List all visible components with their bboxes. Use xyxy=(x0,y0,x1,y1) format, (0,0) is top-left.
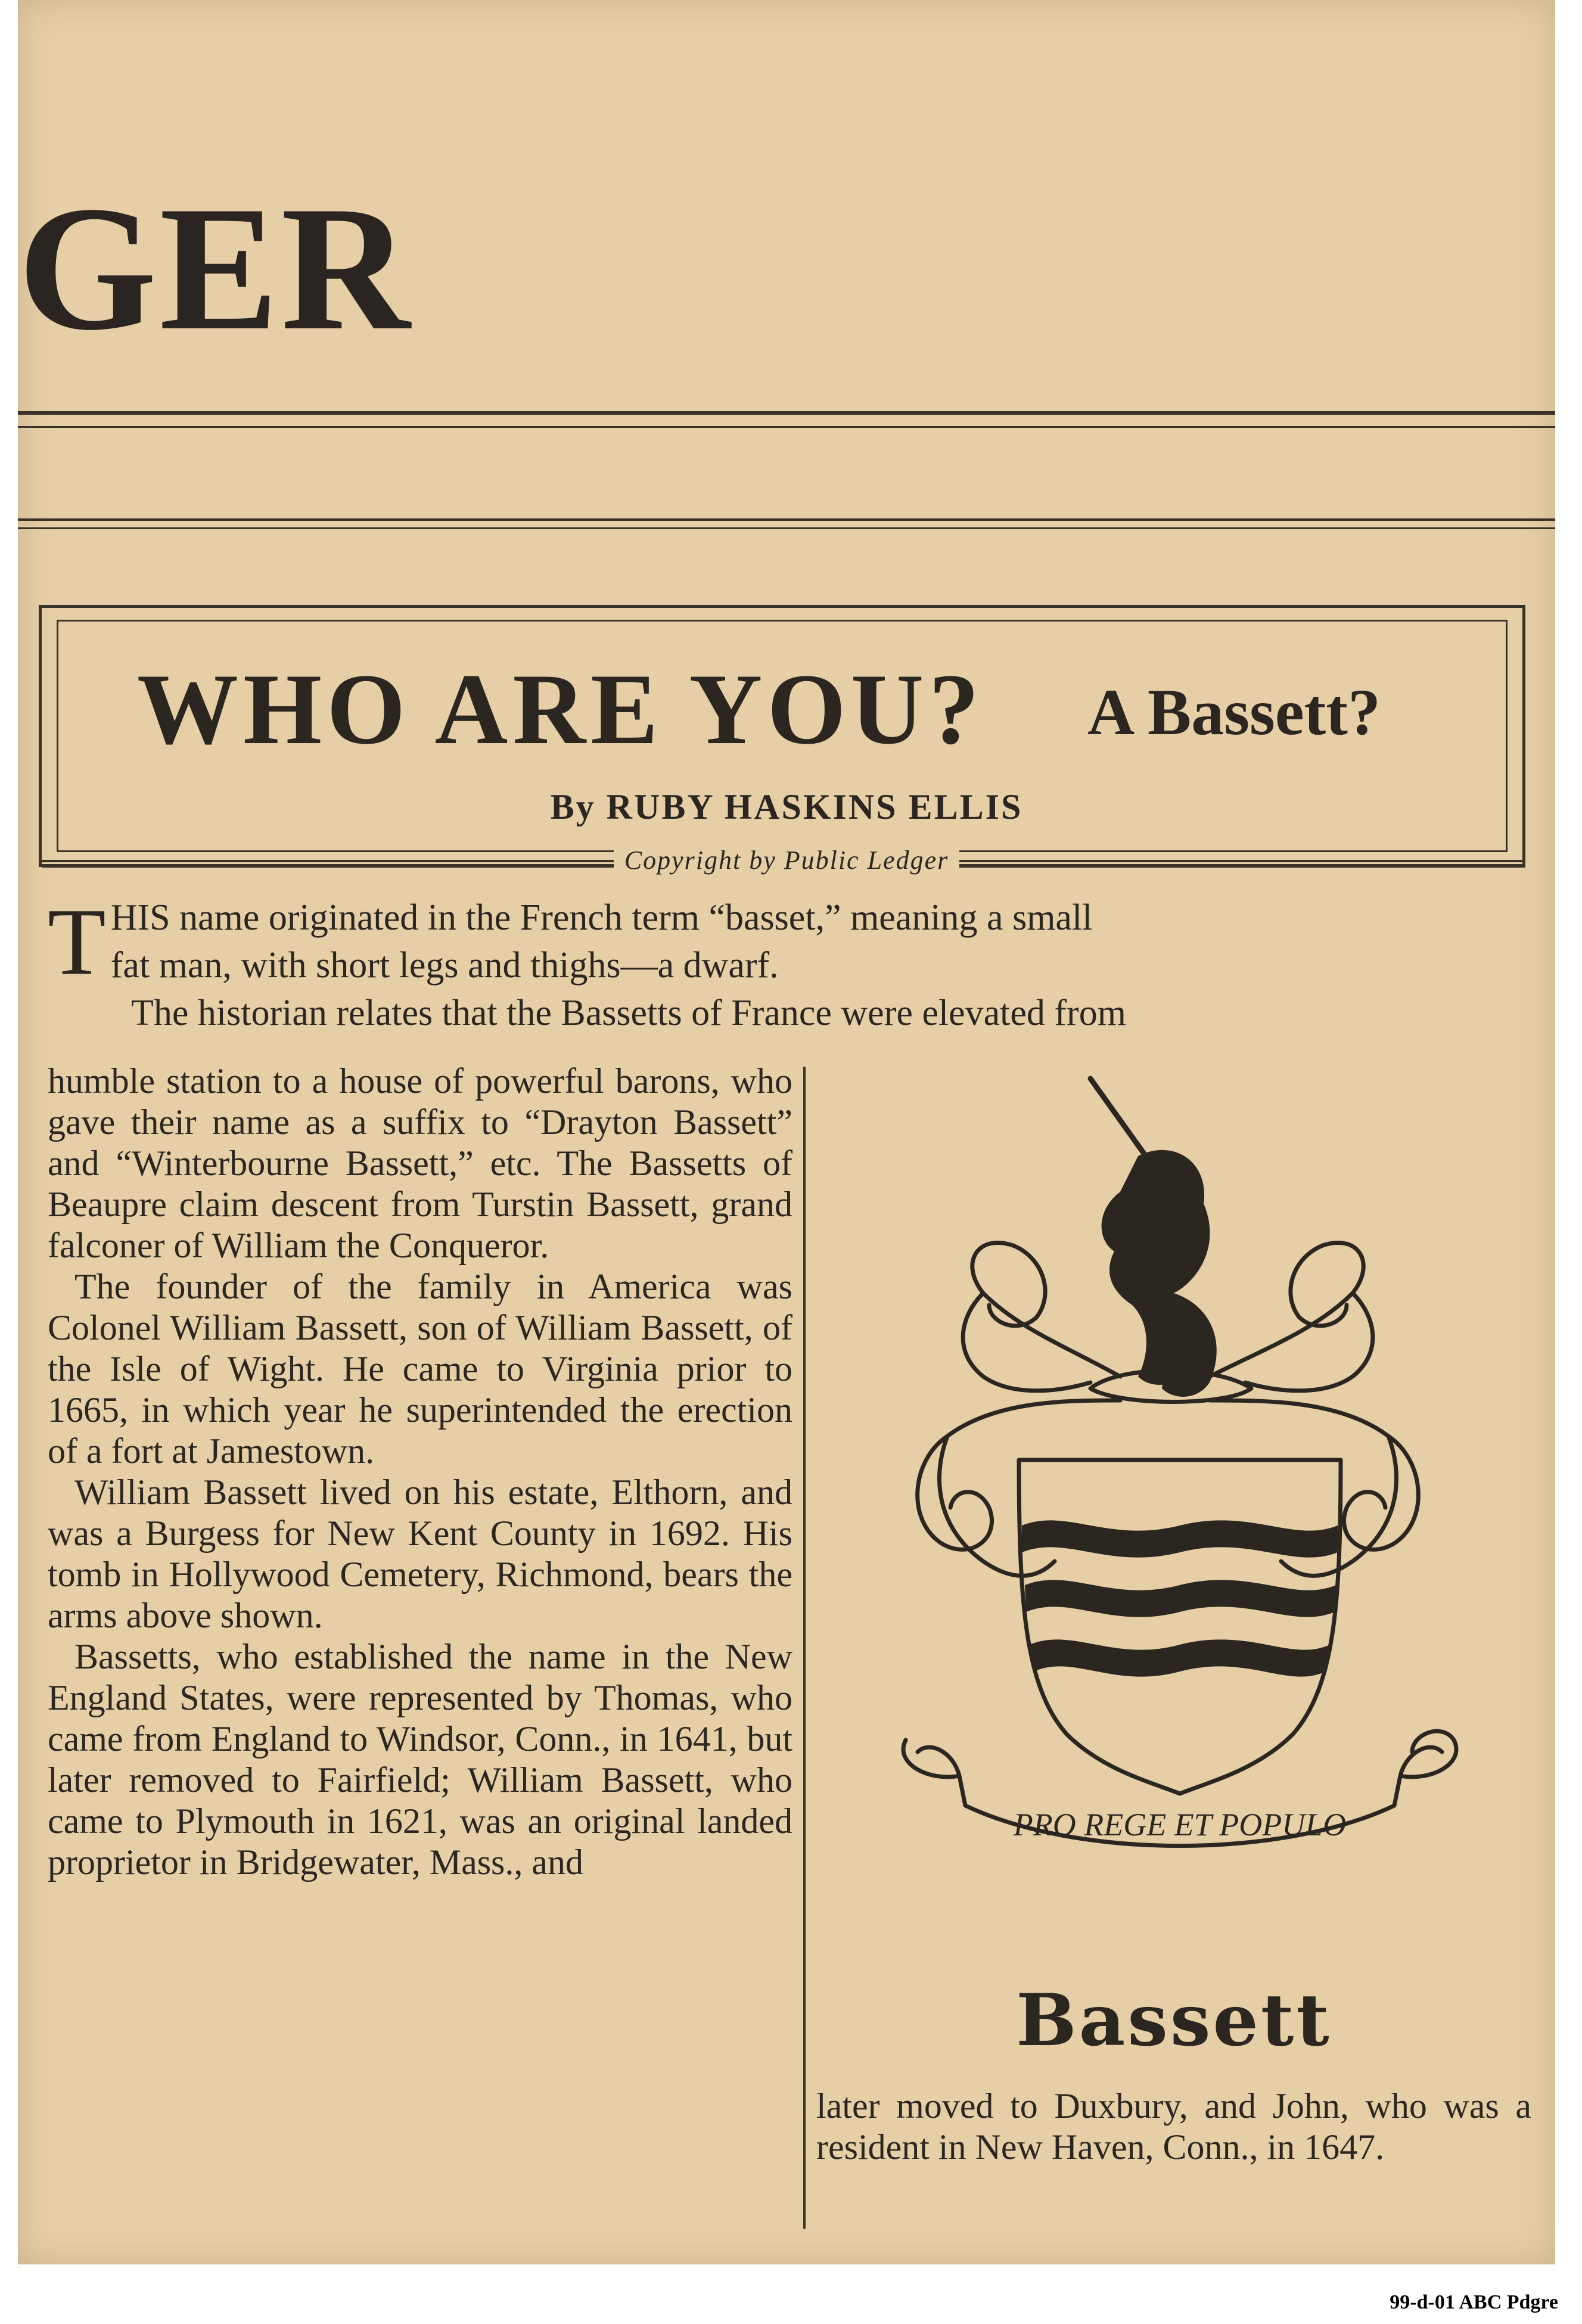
masthead-rule-bottom xyxy=(18,426,1555,428)
archive-reference: 99-d-01 ABC Pdgre xyxy=(1390,2291,1558,2313)
intro-paragraph-2: The historian relates that the Bassetts of France were elevated from xyxy=(131,993,1126,1033)
paragraph-barons: humble station to a house of powerful barons, who gave their name as a suffix to “Drayton Bassett” and “Winterbourne Bassett,” etc. The Bassetts of Beaupre claim descent from Turstin Bassett, grand falconer of William the Conqueror. xyxy=(48,1061,792,1265)
paragraph-estate: William Bassett lived on his estate, Elthorn, and was a Burgess for New Kent County in 1692. His tomb in Hollywood Cemetery, Richmond, bears the arms above shown. xyxy=(48,1472,792,1635)
headline-sub: A Bassett? xyxy=(1087,676,1381,748)
column-divider xyxy=(803,1067,806,2229)
drop-cap: T xyxy=(48,888,106,995)
copyright-line xyxy=(18,845,1555,875)
paragraph-new-england: Bassetts, who established the name in the New England States, were represented by Thomas, who came from England to Windsor, Conn., in 1641, but later removed to Fairfield; William Bassett, who came to Plymouth in 1621, was an original landed proprietor in Bridgewater, Mass., and xyxy=(48,1637,792,1882)
article-right-column-text: later moved to Duxbury, and John, who was a resident in New Haven, Conn., in 1647. xyxy=(816,2086,1531,2167)
headline-main: WHO ARE YOU? xyxy=(137,653,984,765)
newspaper-clipping xyxy=(18,0,1555,2264)
intro-line-1: HIS name originated in the French term “basset,” meaning a small xyxy=(110,897,1093,938)
copyright-text: Copyright by Public Ledger xyxy=(614,846,960,875)
paragraph-founder: The founder of the family in America was Colonel William Bassett, son of William Bassett, of the Isle of Wight. He came to Virginia prior to 1665, in which year he superintended the erection of a fort at Jamestown. xyxy=(48,1267,792,1471)
byline: By RUBY HASKINS ELLIS xyxy=(550,787,1023,827)
masthead-rule-top xyxy=(18,411,1555,415)
intro-line-2: fat man, with short legs and thighs—a dwarf. xyxy=(110,945,779,986)
section-rule-bottom xyxy=(18,527,1555,529)
section-rule-top xyxy=(18,518,1555,521)
coat-of-arms-illustration xyxy=(840,1067,1519,1961)
masthead-fragment: GER xyxy=(18,169,413,367)
coat-of-arms-name: Bassett xyxy=(1016,1978,1332,2062)
article-intro xyxy=(48,888,1519,1037)
coat-of-arms-motto: PRO REGE ET POPULO xyxy=(1013,1807,1347,1843)
article-left-column xyxy=(48,1061,792,1883)
